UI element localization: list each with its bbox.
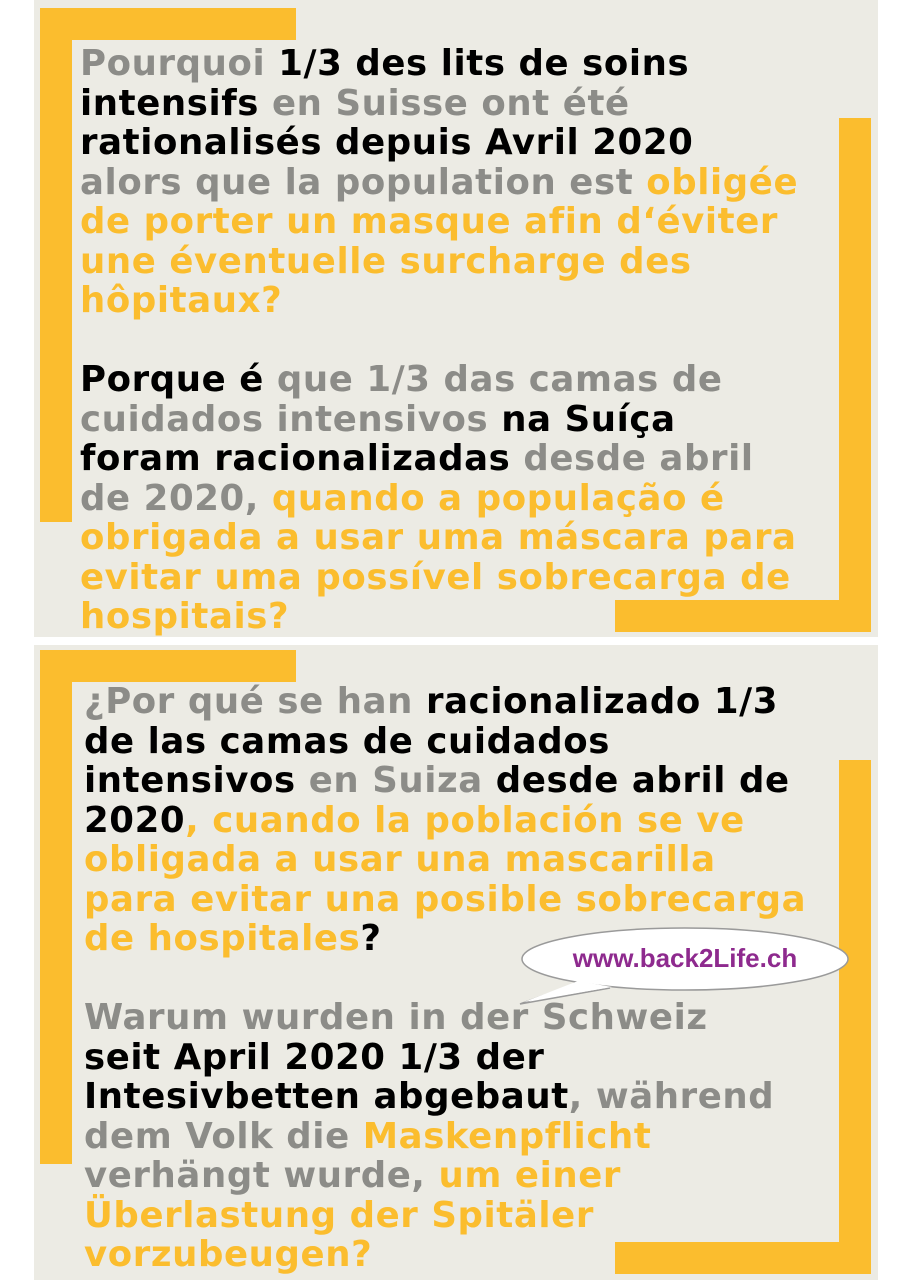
pt-line2-gray: cuidados intensivos (80, 398, 489, 440)
pt-line1-gray: que 1/3 das camas de (263, 359, 723, 400)
pt-line5: obrigada a usar uma máscara para (80, 517, 797, 558)
pt-line3-gray: desde abril (510, 438, 754, 479)
fr-line4-gray: alors que la population est (80, 161, 647, 203)
top-bracket-right-vertical (839, 118, 871, 632)
es-line7-question: ? (360, 918, 382, 959)
es-line1-black: racionalizado 1/3 (426, 681, 778, 722)
de-line4-yellow: Maskenpflicht (362, 1115, 652, 1157)
de-line3-gray: , während (568, 1076, 775, 1117)
french-paragraph (80, 44, 798, 321)
fr-line4-yellow: obligée (646, 161, 799, 203)
de-line1: Warum wurden in der Schweiz (84, 997, 708, 1038)
es-line6: para evitar una posible sobrecarga (84, 878, 807, 920)
pt-line2-black: na Suíça (488, 398, 676, 440)
es-line4-comma: , (185, 799, 213, 841)
de-line7: vorzubeugen? (84, 1234, 373, 1275)
bottom-bracket-right-vertical (839, 760, 871, 1274)
es-line5: obligada a usar una mascarilla (84, 839, 716, 880)
top-bracket-left-vertical (40, 8, 72, 522)
es-line3-black2: desde abril de (482, 760, 790, 801)
fr-line1-gray: Pourquoi (80, 43, 279, 84)
fr-line7: hôpitaux? (80, 280, 283, 321)
pt-line4-gray: de 2020 (80, 477, 245, 519)
de-line5-yellow: um einer (438, 1155, 622, 1196)
portuguese-paragraph (80, 360, 798, 637)
pt-line4-yellow: quando a população é (271, 477, 725, 519)
es-line4-yellow: cuando la población se ve (212, 799, 745, 841)
website-link[interactable]: www.back2Life.ch (572, 943, 798, 973)
fr-line6: une éventuelle surcharge des (80, 240, 692, 282)
fr-line2-gray: en Suisse ont été (259, 82, 630, 124)
de-line4-gray: dem Volk die (84, 1115, 363, 1157)
de-line6: Überlastung der Spitäler (84, 1194, 594, 1236)
fr-line3: rationalisés depuis Avril 2020 (80, 122, 694, 163)
es-line7-yellow: de hospitales (84, 918, 361, 959)
es-line3-black: intensivos (84, 760, 296, 801)
fr-line2-black: intensifs (80, 82, 260, 124)
de-line5-gray: verhängt wurde, (84, 1155, 439, 1196)
german-paragraph (84, 998, 806, 1275)
es-line3-gray: en Suiza (295, 760, 483, 801)
spanish-paragraph (84, 682, 806, 959)
fr-line1-black: 1/3 des lits de soins (278, 43, 690, 84)
es-line2: de las camas de cuidados (84, 720, 610, 762)
pt-line1-black: Porque é (80, 359, 264, 400)
top-text-block (80, 44, 798, 637)
pt-line6: evitar uma possível sobrecarga de (80, 556, 791, 598)
top-bracket-left-horizontal (40, 8, 296, 40)
es-line4-black: 2020 (84, 799, 186, 841)
de-line3-black: Intesivbetten abgebaut (84, 1076, 569, 1117)
pt-line4-comma: , (244, 477, 272, 519)
fr-line5: de porter un masque afin d‘éviter (80, 201, 779, 242)
pt-line7: hospitais? (80, 596, 290, 637)
bottom-bracket-left-vertical (40, 650, 72, 1164)
pt-line3-black: foram racionalizadas (80, 438, 511, 479)
es-line1-gray: ¿Por qué se han (84, 681, 427, 722)
bottom-bracket-left-horizontal (40, 650, 296, 682)
de-line2: seit April 2020 1/3 der (84, 1036, 545, 1078)
